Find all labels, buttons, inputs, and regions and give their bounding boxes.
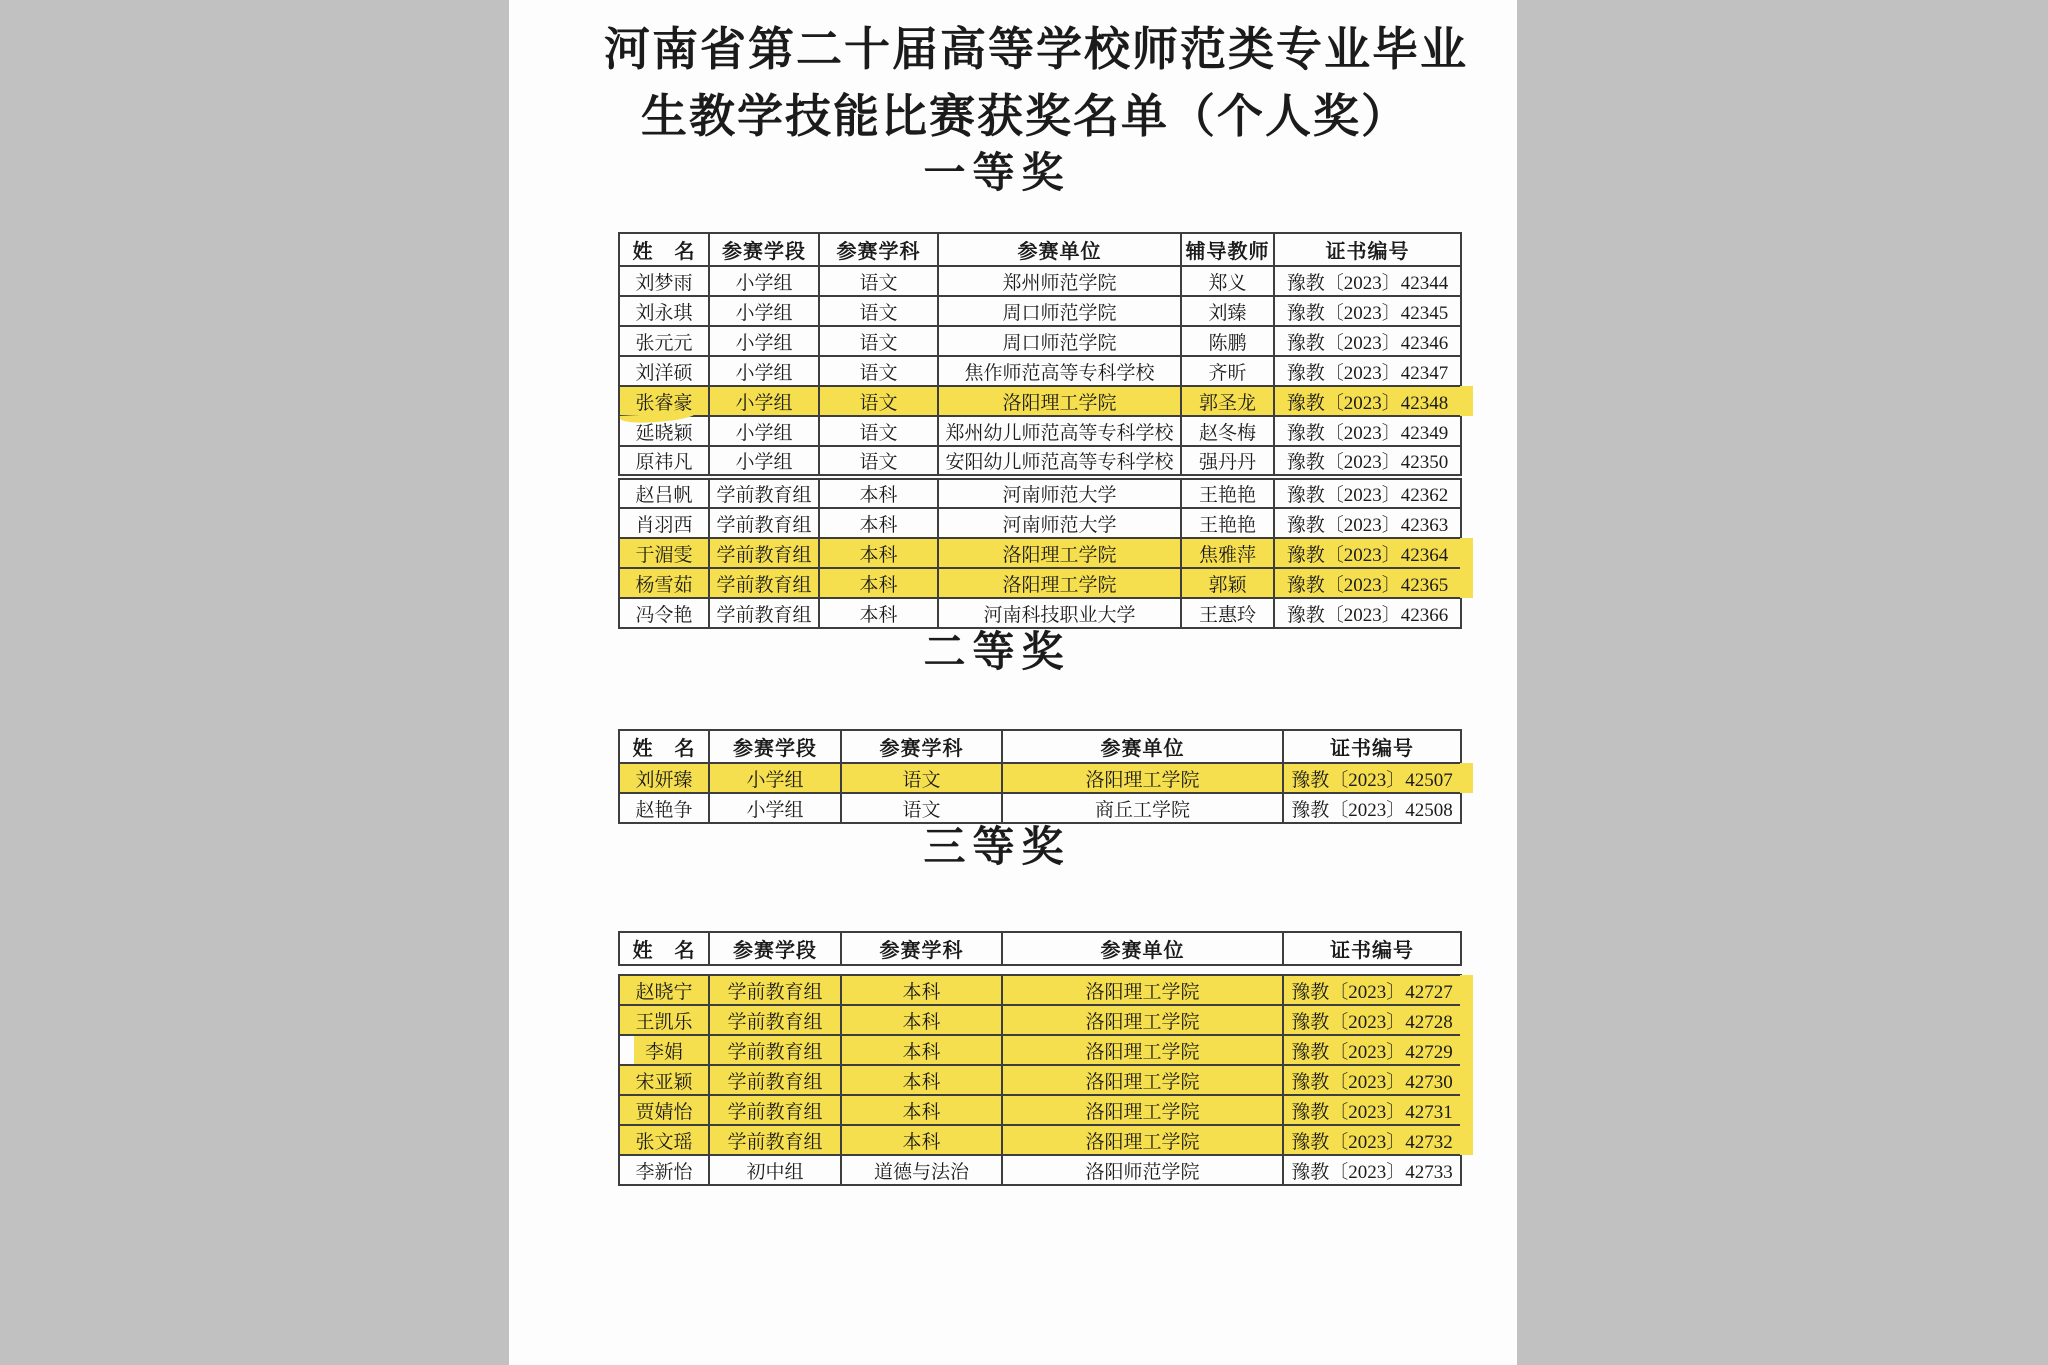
cell-teacher: 齐昕 (1181, 356, 1274, 386)
cell-cert: 豫教〔2023〕42727 (1283, 975, 1461, 1005)
column-header-name: 姓 名 (619, 932, 709, 965)
cell-stage: 学前教育组 (709, 508, 819, 538)
cell-subject: 本科 (819, 598, 938, 628)
cell-subject: 语文 (819, 266, 938, 296)
cell-cert: 豫教〔2023〕42346 (1274, 326, 1461, 356)
cell-teacher: 陈鹏 (1181, 326, 1274, 356)
title-line-1: 河南省第二十届高等学校师范类专业毕业 (604, 24, 1468, 75)
cell-name: 原祎凡 (619, 446, 709, 477)
cell-subject: 本科 (841, 1095, 1002, 1125)
cell-stage: 学前教育组 (709, 1065, 841, 1095)
table-header-row (619, 730, 1461, 763)
table-row-highlighted (619, 1005, 1461, 1035)
column-header-teacher: 辅导教师 (1181, 233, 1274, 266)
cell-cert: 豫教〔2023〕42508 (1283, 793, 1461, 823)
cell-school: 洛阳理工学院 (1002, 1125, 1283, 1155)
cell-school: 安阳幼儿师范高等专科学校 (938, 446, 1181, 477)
cell-school: 洛阳师范学院 (1002, 1155, 1283, 1185)
cell-school: 洛阳理工学院 (938, 568, 1181, 598)
cell-stage: 小学组 (709, 326, 819, 356)
column-header-name: 姓 名 (619, 730, 709, 763)
cell-stage: 学前教育组 (709, 477, 819, 508)
cell-teacher: 强丹丹 (1181, 446, 1274, 477)
cell-cert: 豫教〔2023〕42732 (1283, 1125, 1461, 1155)
cell-name: 王凯乐 (619, 1005, 709, 1035)
cell-cert: 豫教〔2023〕42362 (1274, 477, 1461, 508)
cell-school: 洛阳理工学院 (938, 386, 1181, 416)
table-row-highlighted (619, 763, 1461, 793)
table-row (619, 326, 1461, 356)
cell-stage: 学前教育组 (709, 538, 819, 568)
cell-teacher: 郭颖 (1181, 568, 1274, 598)
cell-teacher: 郭圣龙 (1181, 386, 1274, 416)
cell-cert: 豫教〔2023〕42345 (1274, 296, 1461, 326)
cell-subject: 本科 (819, 538, 938, 568)
cell-cert: 豫教〔2023〕42363 (1274, 508, 1461, 538)
table-row (619, 598, 1461, 628)
cell-subject: 本科 (819, 508, 938, 538)
cell-cert: 豫教〔2023〕42507 (1283, 763, 1461, 793)
document-page (509, 0, 1517, 1365)
table-header-row (619, 932, 1461, 965)
cell-name: 宋亚颖 (619, 1065, 709, 1095)
table-row (619, 793, 1461, 823)
cell-stage: 学前教育组 (709, 1035, 841, 1065)
cell-cert: 豫教〔2023〕42731 (1283, 1095, 1461, 1125)
cell-subject: 语文 (819, 296, 938, 326)
cell-name: 刘永琪 (619, 296, 709, 326)
cell-teacher: 郑义 (1181, 266, 1274, 296)
column-header-cert: 证书编号 (1274, 233, 1461, 266)
cell-cert: 豫教〔2023〕42730 (1283, 1065, 1461, 1095)
document-title (604, 0, 1468, 150)
table-row-highlighted (619, 1125, 1461, 1155)
table-row-highlighted (619, 538, 1461, 568)
cell-name: 李娟 (619, 1035, 709, 1065)
cell-school: 洛阳理工学院 (938, 538, 1181, 568)
cell-name: 赵晓宁 (619, 975, 709, 1005)
column-header-cert: 证书编号 (1283, 932, 1461, 965)
table-row (619, 356, 1461, 386)
cell-cert: 豫教〔2023〕42349 (1274, 416, 1461, 446)
cell-stage: 小学组 (709, 446, 819, 477)
cell-stage: 小学组 (709, 793, 841, 823)
cell-subject: 道德与法治 (841, 1155, 1002, 1185)
section-heading-first-prize: 一等奖 (923, 151, 1071, 197)
cell-subject: 语文 (819, 326, 938, 356)
title-line-2: 生教学技能比赛获奖名单（个人奖） (641, 91, 1409, 142)
table-row (619, 296, 1461, 326)
cell-stage: 小学组 (709, 416, 819, 446)
cell-name: 刘梦雨 (619, 266, 709, 296)
cell-cert: 豫教〔2023〕42364 (1274, 538, 1461, 568)
table-row (619, 508, 1461, 538)
table-row-highlighted (619, 975, 1461, 1005)
cell-cert: 豫教〔2023〕42366 (1274, 598, 1461, 628)
cell-school: 河南科技职业大学 (938, 598, 1181, 628)
cell-cert: 豫教〔2023〕42728 (1283, 1005, 1461, 1035)
cell-name: 张睿豪 (619, 386, 709, 416)
cell-cert: 豫教〔2023〕42348 (1274, 386, 1461, 416)
cell-name: 延晓颖 (619, 416, 709, 446)
column-header-stage: 参赛学段 (709, 730, 841, 763)
cell-teacher: 刘臻 (1181, 296, 1274, 326)
cell-school: 郑州师范学院 (938, 266, 1181, 296)
cell-school: 河南师范大学 (938, 477, 1181, 508)
column-header-school: 参赛单位 (1002, 932, 1283, 965)
cell-cert: 豫教〔2023〕42365 (1274, 568, 1461, 598)
cell-teacher: 王惠玲 (1181, 598, 1274, 628)
cell-subject: 本科 (841, 1005, 1002, 1035)
cell-subject: 本科 (841, 975, 1002, 1005)
table-row-highlighted (619, 1095, 1461, 1125)
table-row (619, 1155, 1461, 1185)
cell-stage: 小学组 (709, 266, 819, 296)
table-row (619, 416, 1461, 446)
cell-stage: 学前教育组 (709, 1005, 841, 1035)
cell-name: 杨雪茹 (619, 568, 709, 598)
column-header-school: 参赛单位 (938, 233, 1181, 266)
cell-name: 刘洋硕 (619, 356, 709, 386)
section-heading-second-prize: 二等奖 (923, 630, 1071, 676)
cell-school: 洛阳理工学院 (1002, 763, 1283, 793)
cell-name: 李新怡 (619, 1155, 709, 1185)
cell-school: 洛阳理工学院 (1002, 1005, 1283, 1035)
column-header-subject: 参赛学科 (841, 932, 1002, 965)
cell-name: 刘妍臻 (619, 763, 709, 793)
cell-school: 焦作师范高等专科学校 (938, 356, 1181, 386)
cell-subject: 本科 (841, 1065, 1002, 1095)
cell-subject: 语文 (841, 793, 1002, 823)
column-header-stage: 参赛学段 (709, 932, 841, 965)
cell-cert: 豫教〔2023〕42347 (1274, 356, 1461, 386)
cell-stage: 小学组 (709, 296, 819, 326)
table-row-highlighted (619, 1035, 1461, 1065)
cell-subject: 语文 (819, 416, 938, 446)
cell-school: 郑州幼儿师范高等专科学校 (938, 416, 1181, 446)
cell-stage: 学前教育组 (709, 598, 819, 628)
column-header-subject: 参赛学科 (841, 730, 1002, 763)
column-header-subject: 参赛学科 (819, 233, 938, 266)
cell-teacher: 王艳艳 (1181, 508, 1274, 538)
table-row (619, 446, 1461, 477)
cell-stage: 小学组 (709, 386, 819, 416)
cell-school: 河南师范大学 (938, 508, 1181, 538)
table-row (619, 477, 1461, 508)
cell-teacher: 赵冬梅 (1181, 416, 1274, 446)
cell-cert: 豫教〔2023〕42733 (1283, 1155, 1461, 1185)
cell-name: 肖羽西 (619, 508, 709, 538)
document-content (604, 0, 1468, 1186)
second-prize-table (618, 729, 1462, 824)
cell-cert: 豫教〔2023〕42350 (1274, 446, 1461, 477)
section-heading-third-prize: 三等奖 (923, 825, 1071, 871)
cell-name: 赵吕帆 (619, 477, 709, 508)
cell-stage: 小学组 (709, 763, 841, 793)
cell-school: 洛阳理工学院 (1002, 1095, 1283, 1125)
cell-subject: 本科 (819, 477, 938, 508)
table-row-highlighted (619, 568, 1461, 598)
cell-stage: 小学组 (709, 356, 819, 386)
cell-subject: 语文 (819, 356, 938, 386)
cell-stage: 初中组 (709, 1155, 841, 1185)
cell-school: 商丘工学院 (1002, 793, 1283, 823)
cell-stage: 学前教育组 (709, 1095, 841, 1125)
cell-school: 洛阳理工学院 (1002, 1065, 1283, 1095)
table-row (619, 266, 1461, 296)
table-header-row (619, 233, 1461, 266)
cell-cert: 豫教〔2023〕42729 (1283, 1035, 1461, 1065)
cell-stage: 学前教育组 (709, 568, 819, 598)
cell-subject: 本科 (819, 568, 938, 598)
cell-school: 周口师范学院 (938, 296, 1181, 326)
table-row-highlighted (619, 1065, 1461, 1095)
cell-name: 张元元 (619, 326, 709, 356)
cell-subject: 语文 (841, 763, 1002, 793)
cell-stage: 学前教育组 (709, 1125, 841, 1155)
cell-subject: 本科 (841, 1125, 1002, 1155)
column-header-cert: 证书编号 (1283, 730, 1461, 763)
third-prize-table (618, 974, 1462, 1186)
cell-stage: 学前教育组 (709, 975, 841, 1005)
cell-subject: 语文 (819, 446, 938, 477)
column-header-stage: 参赛学段 (709, 233, 819, 266)
cell-cert: 豫教〔2023〕42344 (1274, 266, 1461, 296)
first-prize-table (618, 232, 1462, 629)
cell-name: 冯令艳 (619, 598, 709, 628)
column-header-school: 参赛单位 (1002, 730, 1283, 763)
cell-subject: 语文 (819, 386, 938, 416)
cell-name: 贾婧怡 (619, 1095, 709, 1125)
third-prize-table-header (618, 931, 1462, 966)
cell-school: 洛阳理工学院 (1002, 1035, 1283, 1065)
cell-subject: 本科 (841, 1035, 1002, 1065)
cell-name: 于湄雯 (619, 538, 709, 568)
column-header-name: 姓 名 (619, 233, 709, 266)
cell-teacher: 王艳艳 (1181, 477, 1274, 508)
cell-school: 洛阳理工学院 (1002, 975, 1283, 1005)
cell-school: 周口师范学院 (938, 326, 1181, 356)
table-row-highlighted (619, 386, 1461, 416)
cell-teacher: 焦雅萍 (1181, 538, 1274, 568)
cell-name: 张文瑶 (619, 1125, 709, 1155)
cell-name: 赵艳争 (619, 793, 709, 823)
